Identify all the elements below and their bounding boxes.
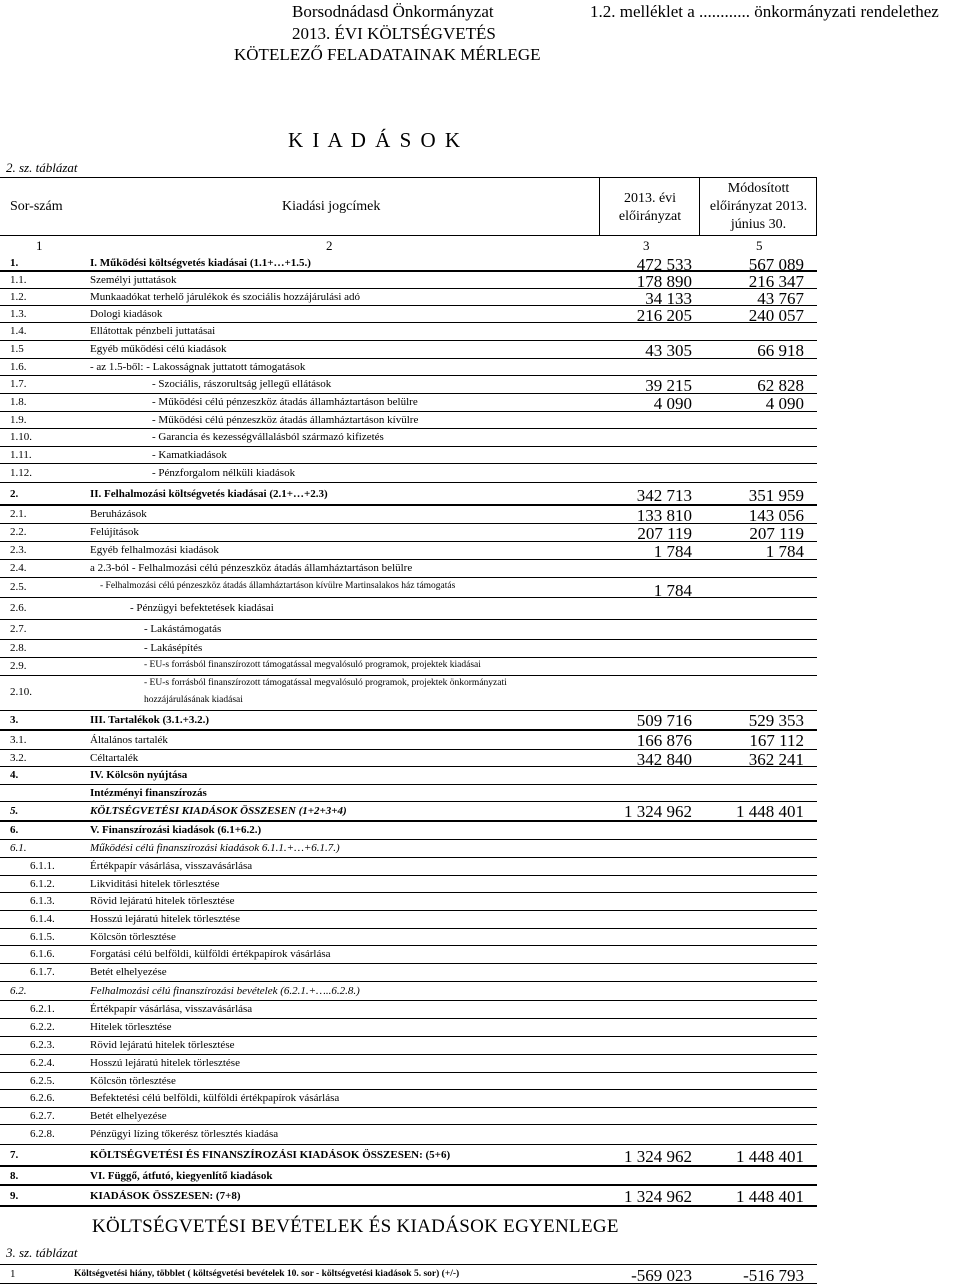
table-row	[0, 1073, 817, 1090]
row-eloiranyzat-value: 472 533	[636, 255, 692, 274]
row-number: 1.8.	[10, 396, 27, 408]
row-number: 6.2.4.	[30, 1057, 55, 1069]
row-eloiranyzat-value: 207 119	[637, 524, 692, 543]
row-number: 1.3.	[10, 308, 27, 320]
row-modositott-value: 143 056	[748, 506, 804, 525]
row-label: V. Finanszírozási kiadások (6.1+6.2.)	[90, 824, 262, 836]
row-label: IV. Kölcsön nyújtása	[90, 769, 188, 781]
row-label: Kölcsön törlesztése	[90, 931, 176, 943]
table-row	[0, 447, 817, 464]
table-row	[0, 272, 817, 289]
table-row	[0, 1019, 817, 1037]
row-modositott-value: 62 828	[757, 376, 804, 395]
header-org: Borsodnádasd Önkormányzat	[292, 2, 494, 21]
table-row	[0, 982, 817, 1001]
row-number: 1.9.	[10, 414, 27, 426]
row-label: III. Tartalékok (3.1.+3.2.)	[90, 714, 210, 726]
row-label: Felhalmozási célú finanszírozási bevételek (6.2.1.+…..6.2.8.)	[90, 985, 360, 997]
row-label: Intézményi finanszírozás	[90, 787, 207, 799]
row-label: Likviditási hitelek törlesztése	[90, 878, 220, 890]
row-label: - EU-s forrásból finanszírozott támogatással megvalósuló programok, projektek kiadásai	[144, 660, 481, 670]
table-row	[0, 858, 817, 876]
row-eloiranyzat-value: 342 713	[636, 486, 692, 505]
balance-row-eloiranyzat: -569 023	[631, 1266, 692, 1285]
table-row	[0, 840, 817, 858]
table-row	[0, 822, 817, 840]
row-modositott-value: 351 959	[748, 486, 804, 505]
row-label: - Felhalmozási célú pénzeszköz átadás államháztartáson kívülre Martinsalakos ház támogatás	[100, 581, 456, 591]
table-row	[0, 676, 817, 711]
table-row	[0, 429, 817, 447]
table-row	[0, 341, 817, 359]
row-label: - Szociális, rászorultság jellegű ellátások	[152, 378, 332, 390]
row-modositott-value: 1 784	[765, 542, 804, 561]
table-row	[0, 464, 817, 483]
row-label: Hosszú lejáratú hitelek törlesztése	[90, 1057, 240, 1069]
row-number: 1.11.	[10, 449, 32, 461]
table-row	[0, 578, 817, 598]
table-row	[0, 560, 817, 578]
row-number: 6.1.7.	[30, 966, 55, 978]
table-label: 2. sz. táblázat	[6, 160, 78, 175]
table-row	[0, 524, 817, 542]
row-modositott-value: 1 448 401	[736, 1147, 804, 1166]
balance-title: KÖLTSÉGVETÉSI BEVÉTELEK ÉS KIADÁSOK EGYENLEGE	[92, 1216, 619, 1237]
row-number: 6.1.5.	[30, 931, 55, 943]
row-number: 2.9.	[10, 660, 27, 672]
row-label: Befektetési célú belföldi, külföldi értékpapírok vásárlása	[90, 1092, 340, 1104]
row-label: - Lakástámogatás	[144, 623, 222, 635]
table-row	[0, 1145, 817, 1167]
row-number: 1.12.	[10, 467, 32, 479]
table-row	[0, 506, 817, 524]
table-row	[0, 394, 817, 412]
row-modositott-value: 1 448 401	[736, 1187, 804, 1206]
table-row	[0, 785, 817, 802]
table-row	[0, 893, 817, 911]
row-number: 1.5	[10, 343, 24, 355]
row-number: 1.10.	[10, 431, 32, 443]
row-number: 1.2.	[10, 291, 27, 303]
table-row	[0, 946, 817, 964]
col-index-2: 2	[326, 238, 333, 253]
table-row	[0, 1186, 817, 1207]
row-label: - Lakásépítés	[144, 642, 203, 654]
table-row	[0, 750, 817, 767]
table-row	[0, 1167, 817, 1186]
row-label: - Kamatkiadások	[152, 449, 227, 461]
row-eloiranyzat-value: 34 133	[645, 289, 692, 308]
col-index-5: 5	[756, 238, 763, 253]
row-number: 3.1.	[10, 734, 27, 746]
row-label: Betét elhelyezése	[90, 1110, 167, 1122]
row-eloiranyzat-value: 1 784	[653, 542, 692, 561]
row-number: 6.1.2.	[30, 878, 55, 890]
col-header-modositott: Módosított előirányzat 2013. június 30.	[709, 181, 808, 232]
row-number: 2.	[10, 488, 19, 500]
table-row	[0, 483, 817, 506]
row-label: Betét elhelyezése	[90, 966, 167, 978]
table-row	[0, 711, 817, 731]
table-row	[0, 1055, 817, 1073]
table-row	[0, 620, 817, 640]
row-number: 6.1.1.	[30, 860, 55, 872]
row-label: - Működési célú pénzeszköz átadás államháztartáson belülre	[152, 396, 418, 408]
row-modositott-value: 1 448 401	[736, 802, 804, 821]
row-label: - az 1.5-ből: - Lakosságnak juttatott támogatások	[90, 361, 306, 373]
row-label: - Garancia és kezességvállalásból származó kifizetés	[152, 431, 384, 443]
row-label: - Pénzforgalom nélküli kiadások	[152, 467, 296, 479]
table-row	[0, 289, 817, 306]
row-label: Hitelek törlesztése	[90, 1021, 172, 1033]
row-label: Hosszú lejáratú hitelek törlesztése	[90, 913, 240, 925]
table-row	[0, 542, 817, 560]
row-label: Személyi juttatások	[90, 274, 177, 286]
row-number: 6.2.7.	[30, 1110, 55, 1122]
table-row	[0, 359, 817, 376]
row-modositott-value: 43 767	[757, 289, 804, 308]
row-label-continued: hozzájárulásának kiadásai	[144, 695, 243, 705]
row-number: 6.1.	[10, 842, 27, 854]
row-number: 6.2.1.	[30, 1003, 55, 1015]
table-row	[0, 911, 817, 929]
row-label: Egyéb működési célú kiadások	[90, 343, 227, 355]
row-number: 6.1.6.	[30, 948, 55, 960]
row-number: 6.	[10, 824, 19, 836]
balance-row-modositott: -516 793	[743, 1266, 804, 1285]
col-header-sorszam: Sor-szám	[10, 199, 63, 214]
col-index-3: 3	[643, 238, 650, 253]
row-label: Céltartalék	[90, 752, 139, 764]
row-label: Rövid lejáratú hitelek törlesztése	[90, 1039, 235, 1051]
table-row	[0, 412, 817, 429]
row-number: 5.	[10, 805, 19, 817]
row-label: Pénzügyi lízing tőkerész törlesztés kiadása	[90, 1128, 279, 1140]
row-number: 6.2.	[10, 985, 27, 997]
table-row	[0, 255, 817, 272]
row-number: 2.4.	[10, 562, 27, 574]
table-row	[0, 323, 817, 341]
row-number: 2.5.	[10, 581, 27, 593]
table-row	[0, 640, 817, 658]
row-modositott-value: 167 112	[749, 731, 804, 750]
row-modositott-value: 216 347	[748, 272, 804, 291]
row-eloiranyzat-value: 178 890	[636, 272, 692, 291]
balance-row-name: Költségvetési hiány, többlet ( költségvetési bevételek 10. sor - költségvetési kiadások 5. sor) (+/-)	[74, 1269, 460, 1279]
row-number: 6.2.3.	[30, 1039, 55, 1051]
row-eloiranyzat-value: 1 324 962	[624, 1187, 692, 1206]
table-row	[0, 658, 817, 676]
row-label: Egyéb felhalmozási kiadások	[90, 544, 219, 556]
table-row	[0, 802, 817, 822]
row-label: Ellátottak pénzbeli juttatásai	[90, 325, 216, 337]
row-number: 9.	[10, 1190, 19, 1202]
table-row	[0, 376, 817, 394]
row-label: KIADÁSOK ÖSSZESEN: (7+8)	[90, 1190, 241, 1202]
row-modositott-value: 567 089	[748, 255, 804, 274]
row-number: 3.2.	[10, 752, 27, 764]
header-title: KÖTELEZŐ FELADATAINAK MÉRLEGE	[234, 45, 541, 64]
row-label: - EU-s forrásból finanszírozott támogatással megvalósuló programok, projektek önkormányzati	[144, 678, 507, 688]
row-eloiranyzat-value: 39 215	[645, 376, 692, 395]
balance-table-label: 3. sz. táblázat	[6, 1245, 78, 1260]
row-number: 2.3.	[10, 544, 27, 556]
row-number: 2.10.	[10, 686, 32, 698]
row-eloiranyzat-value: 1 324 962	[624, 1147, 692, 1166]
row-number: 6.1.4.	[30, 913, 55, 925]
header-subtitle: 2013. ÉVI KÖLTSÉGVETÉS	[292, 24, 496, 43]
row-number: 1.	[10, 257, 19, 269]
row-modositott-value: 529 353	[748, 711, 804, 730]
table-row	[0, 964, 817, 982]
table-row	[0, 876, 817, 893]
row-eloiranyzat-value: 216 205	[636, 306, 692, 325]
header-annex-ref: 1.2. melléklet a ............ önkormányzati rendelethez	[590, 2, 939, 21]
row-label: Rövid lejáratú hitelek törlesztése	[90, 895, 235, 907]
row-label: Felújítások	[90, 526, 139, 538]
row-number: 2.2.	[10, 526, 27, 538]
table-row	[0, 1125, 817, 1145]
row-number: 6.2.6.	[30, 1092, 55, 1104]
row-number: 1.6.	[10, 361, 27, 373]
row-number: 2.7.	[10, 623, 27, 635]
row-eloiranyzat-value: 43 305	[645, 341, 692, 360]
row-number: 1.4.	[10, 325, 27, 337]
row-eloiranyzat-value: 133 810	[636, 506, 692, 525]
row-label: Értékpapír vásárlása, visszavásárlása	[90, 1003, 253, 1015]
row-number: 3.	[10, 714, 19, 726]
row-label: KÖLTSÉGVETÉSI ÉS FINANSZÍROZÁSI KIADÁSOK ÖSSZESEN: (5+6)	[90, 1149, 451, 1161]
row-label: Beruházások	[90, 508, 147, 520]
row-label: a 2.3-ból - Felhalmozási célú pénzeszköz átadás államháztartáson belülre	[90, 562, 413, 574]
row-label: Általános tartalék	[90, 734, 168, 746]
table-row	[0, 1001, 817, 1019]
row-number: 6.1.3.	[30, 895, 55, 907]
row-eloiranyzat-value: 4 090	[653, 394, 692, 413]
table-row	[0, 1108, 817, 1125]
row-number: 1.1.	[10, 274, 27, 286]
balance-row-no: 1	[10, 1268, 16, 1280]
row-modositott-value: 4 090	[765, 394, 804, 413]
section-title: K I A D Á S O K	[288, 128, 463, 152]
row-label: Értékpapír vásárlása, visszavásárlása	[90, 860, 253, 872]
row-number: 6.2.2.	[30, 1021, 55, 1033]
row-label: KÖLTSÉGVETÉSI KIADÁSOK ÖSSZESEN (1+2+3+4)	[90, 805, 347, 817]
row-label: Dologi kiadások	[90, 308, 163, 320]
table-row	[0, 306, 817, 323]
row-modositott-value: 66 918	[757, 341, 804, 360]
row-number: 2.8.	[10, 642, 27, 654]
row-eloiranyzat-value: 1 784	[653, 581, 692, 600]
row-number: 7.	[10, 1149, 19, 1161]
row-number: 2.1.	[10, 508, 27, 520]
row-modositott-value: 362 241	[748, 750, 804, 769]
row-label: - Pénzügyi befektetések kiadásai	[130, 602, 274, 614]
row-modositott-value: 240 057	[748, 306, 804, 325]
row-label: Működési célú finanszírozási kiadások 6.1.1.+…+6.1.7.)	[90, 842, 340, 854]
col-header-eloiranyzat: 2013. évi előirányzat	[618, 191, 682, 224]
row-label: Forgatási célú belföldi, külföldi értékpapírok vásárlása	[90, 948, 331, 960]
row-label: II. Felhalmozási költségvetés kiadásai (2.1+…+2.3)	[90, 488, 328, 500]
row-number: 2.6.	[10, 602, 27, 614]
row-eloiranyzat-value: 342 840	[636, 750, 692, 769]
row-label: Kölcsön törlesztése	[90, 1075, 176, 1087]
row-number: 1.7.	[10, 378, 27, 390]
table-row	[0, 929, 817, 946]
table-row	[0, 598, 817, 620]
table-row	[0, 1090, 817, 1108]
row-eloiranyzat-value: 1 324 962	[624, 802, 692, 821]
row-number: 6.2.8.	[30, 1128, 55, 1140]
row-number: 4.	[10, 769, 19, 781]
col-header-jogcim: Kiadási jogcímek	[282, 199, 381, 214]
table-row	[0, 767, 817, 785]
row-eloiranyzat-value: 166 876	[636, 731, 692, 750]
table-row	[0, 1037, 817, 1055]
table-row	[0, 731, 817, 750]
balance-row	[0, 1264, 817, 1284]
row-eloiranyzat-value: 509 716	[636, 711, 692, 730]
row-label: I. Működési költségvetés kiadásai (1.1+…+1.5.)	[90, 257, 311, 269]
row-label: - Működési célú pénzeszköz átadás államháztartáson kívülre	[152, 414, 419, 426]
row-modositott-value: 207 119	[749, 524, 804, 543]
row-number: 8.	[10, 1170, 19, 1182]
col-index-1: 1	[36, 238, 43, 253]
row-label: VI. Függő, átfutó, kiegyenlítő kiadások	[90, 1170, 273, 1182]
row-label: Munkaadókat terhelő járulékok és szociális hozzájárulási adó	[90, 291, 361, 303]
row-number: 6.2.5.	[30, 1075, 55, 1087]
